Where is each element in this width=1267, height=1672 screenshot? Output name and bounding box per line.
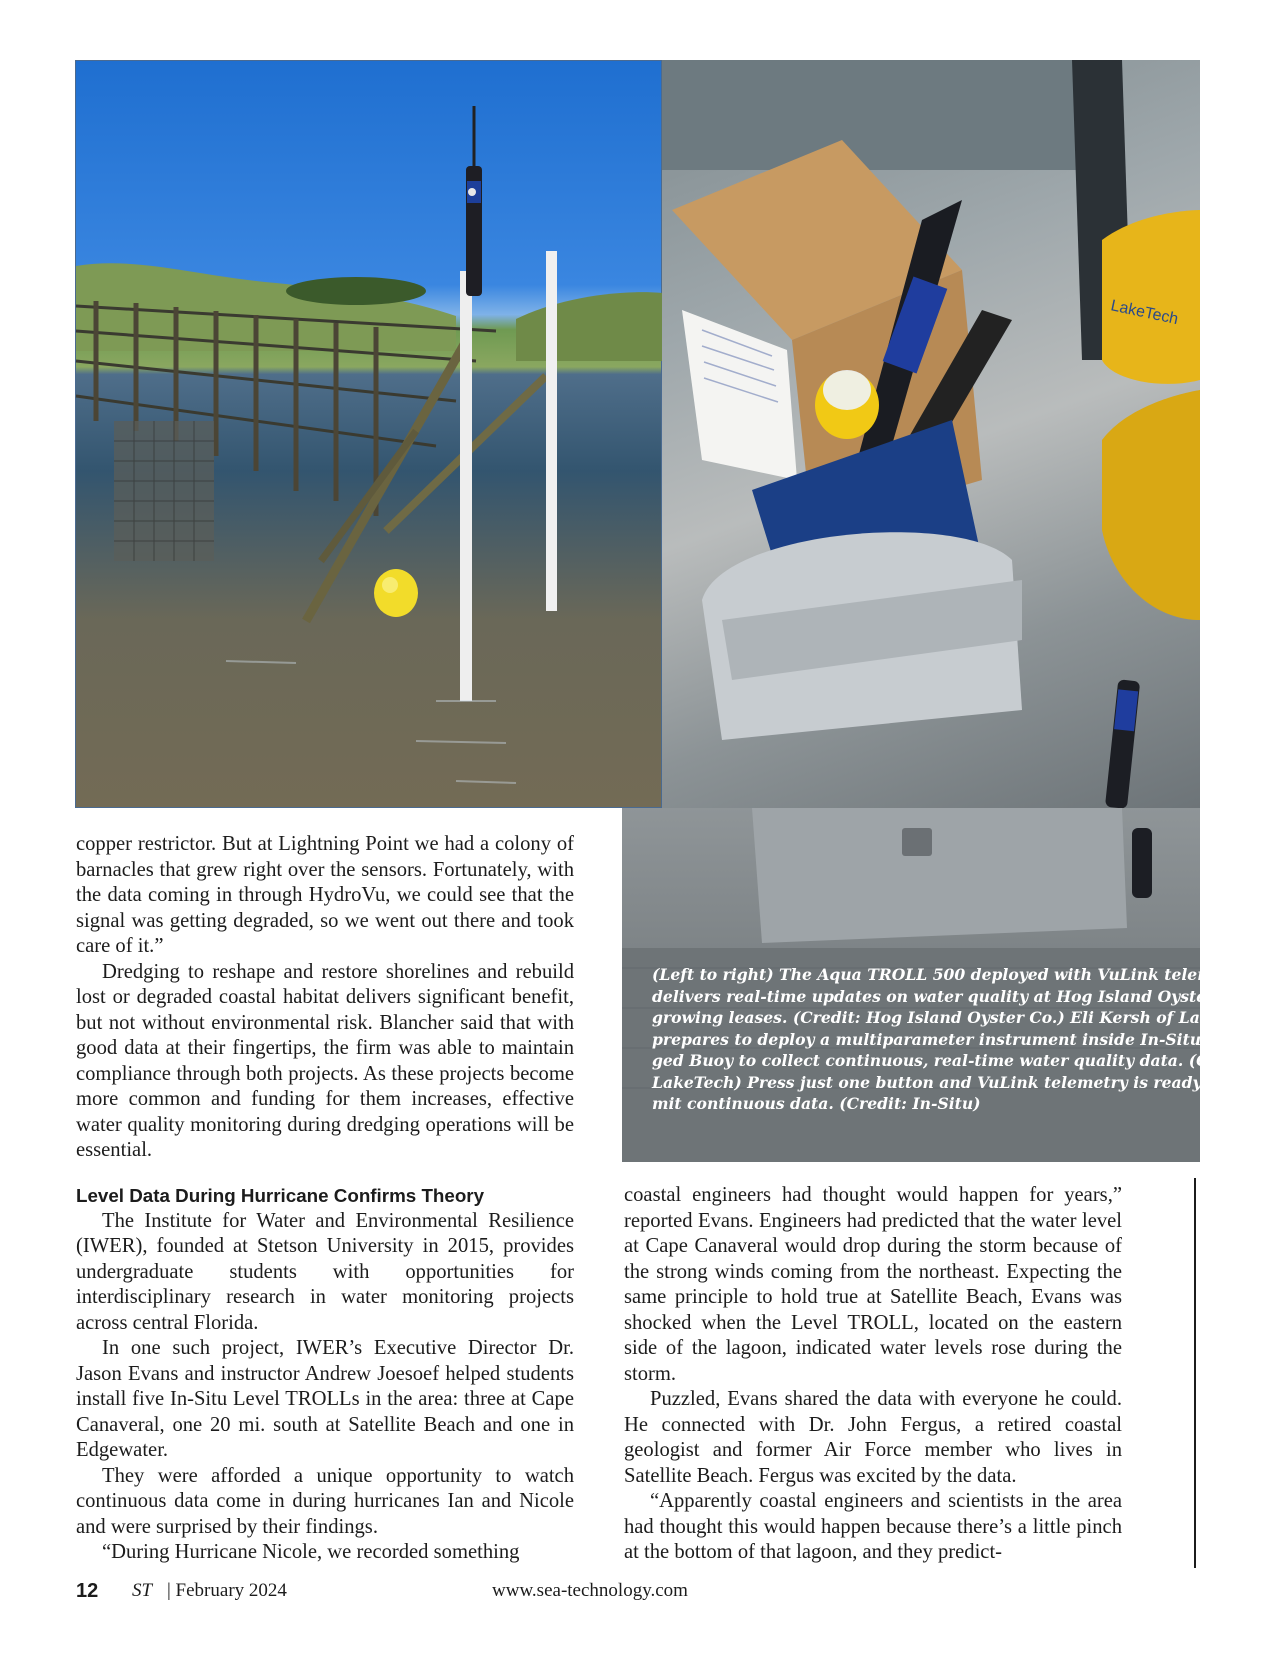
photo-oyster-farm-sensor [75,60,662,808]
paragraph: copper restrictor. But at Lightning Point we had a colony of barnacles that grew right over the sensors. Fortunately, with the data coming in through HydroVu, we could see that the signal was getting degraded, so we went out there and took care of it.” [76,833,574,957]
caption-line: delivers real-time updates on water quality at Hog Island Oyster Co [652,986,1243,1006]
paragraph: They were afforded a unique opportunity to watch continuous data come in during hurricanes Ian and Nicole and were surprised by their findings. [76,1464,574,1538]
caption-line: ged Buoy to collect continuous, real-time water quality data. (Credi [652,1051,1244,1070]
caption-line: (Left to right) The Aqua TROLL 500 deployed with VuLink telemetr [652,965,1240,984]
magazine-abbrev: ST [132,1580,153,1601]
paragraph: Dredging to reshape and restore shorelines and rebuild lost or degraded coastal habitat delivers significant benefit, but not without environmental risk. Blancher said that with good data at their fingertips, the firm was able to maintain compliance through both projects. As these projects become more common and funding for them increases, effective water quality monitoring during dredging operations will be essential. [76,960,574,1161]
paragraph: The Institute for Water and Environmental Resilience (IWER), founded at Stetson University in 2015, provides undergraduate students with opportunities for interdisciplinary research in water monitoring projects across central Florida. [76,1209,574,1334]
paragraph: In one such project, IWER’s Executive Director Dr. Jason Evans and instructor Andrew Joesoef helped students install five In-Situ Level TROLLs in the area: three at Cape Canaveral, one 20 mi. south at Satellite Beach and one in Edgewater. [76,1337,574,1461]
photo-boat-instruments [662,60,1200,808]
section-heading: Level Data During Hurricane Confirms Theory [76,1185,485,1206]
oyster-farm-illustration [76,61,663,809]
website-url: www.sea-technology.com [492,1580,688,1601]
page-number: 12 [76,1580,99,1602]
sidebar-rule [1194,1178,1196,1568]
article-column-left-bottom [76,1183,574,1566]
page-footer [76,1580,1126,1610]
caption-line: prepares to deploy a multiparameter instrument inside In-Situ’s Rug [652,1029,1256,1049]
boat-instruments-illustration [662,60,1200,808]
caption-line: mit continuous data. (Credit: In-Situ) [652,1094,981,1113]
paragraph: coastal engineers had thought would happen for years,” reported Evans. Engineers had predicted that the water level at Cape Canaveral would drop during the storm because of the strong winds coming from the northeast. Expecting the same principle to hold true at Satellite Beach, Evans was shocked when the Level TROLL, located on the eastern side of the lagoon, indicated water levels rose during the storm. [624,1184,1122,1385]
caption-line: growing leases. (Credit: Hog Island Oyster Co.) Eli Kersh of LakeTec [652,1008,1250,1027]
photo-caption [652,964,1267,1115]
article-column-left-top [76,832,574,1164]
issue-date: | February 2024 [167,1580,287,1601]
paragraph: “Apparently coastal engineers and scientists in the area had thought this would happen because there’s a little pinch at the bottom of that lagoon, and they predict- [624,1490,1122,1563]
article-column-right [624,1183,1122,1566]
laketech-buoy-label: LakeTech [1109,297,1180,329]
paragraph: “During Hurricane Nicole, we recorded something [102,1541,520,1563]
paragraph: Puzzled, Evans shared the data with everyone he could. He connected with Dr. John Fergus, a retired coastal geologist and former Air Force member who lives in Satellite Beach. Fergus was excited by the data. [624,1388,1122,1487]
caption-line: LakeTech) Press just one button and VuLink telemetry is ready to tran [652,1072,1267,1092]
